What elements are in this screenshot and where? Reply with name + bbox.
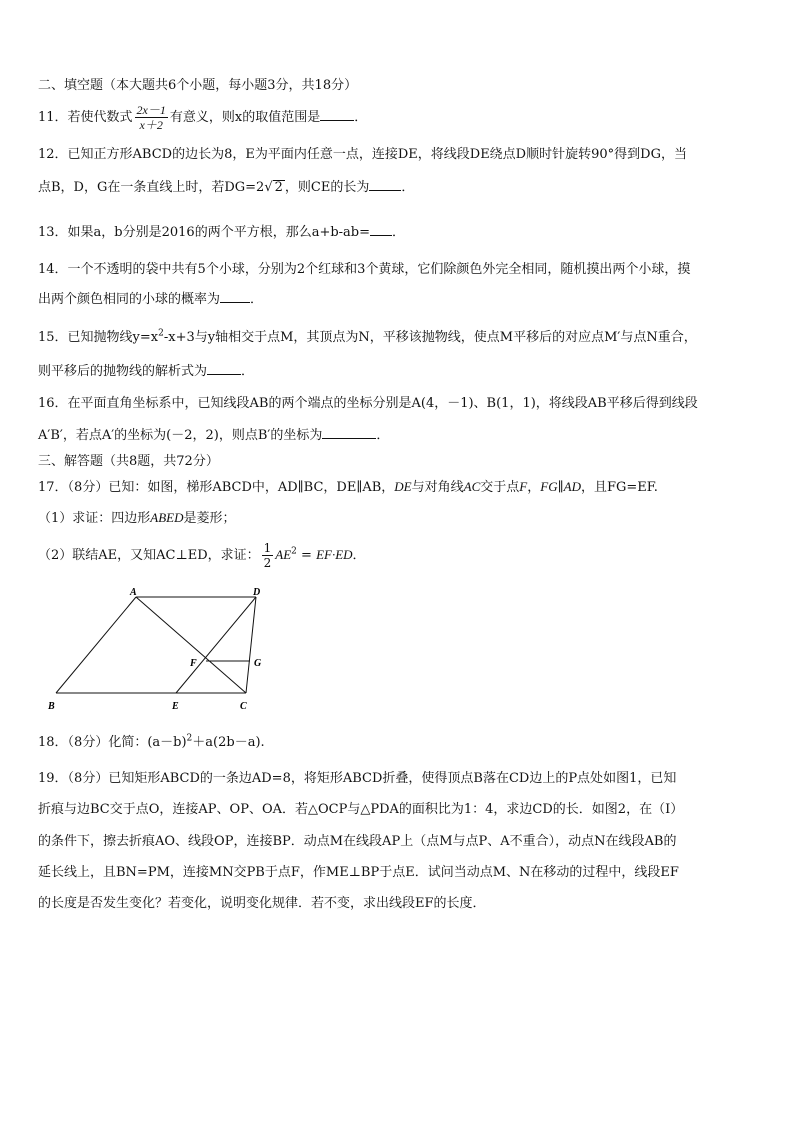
question-12-line2: 点B，D，G在一条直线上时，若DG=2√ 2 ，则CE的长为 ． [38,180,415,195]
segment-ac [136,597,246,693]
question-17-part1: （1）求证：四边形ABED是菱形； [38,510,236,526]
fraction-half: $\frac{1}{2}$ [263,541,272,570]
question-13: 13．如果a，b分别是2016的两个平方根，那么a+b-ab= ． [38,225,406,240]
question-15-line2: 则平移后的抛物线的解析式为 ． [38,364,255,379]
label-f: F [190,658,197,669]
label-a: A [130,587,137,598]
sqrt-radicand: 2 [274,180,283,195]
segment-dc [246,597,256,693]
label-g: G [254,658,262,669]
question-17-stem: 17．（8分）已知：如图，梯形ABCD中，AD∥BC，DE∥AB，DE与对角线AC交于点F，FG∥AD，且FG=EF. [38,479,658,495]
question-19-line4: 延长线上，且BN=PM，连接MN交PB于点F，作ME⊥BP于点E．试问当动点M、N在移动的过程中，线段EF [38,865,679,880]
question-19-line5: 的长度是否发生变化？若变化，说明变化规律．若不变，求出线段EF的长度． [38,896,486,911]
label-b: B [48,701,55,712]
question-14-line1: 14．一个不透明的袋中共有5个小球，分别为2个红球和3个黄球，它们除颜色外完全相同，随机摸出两个小球，摸 [38,262,691,277]
segment-ab [56,597,136,693]
question-15-line1: 15．已知抛物线$y=x^2-x+3$与y轴相交于点M，其顶点为N，平移该抛物线，使点M平移后的对应点M′与点N重合， [38,328,697,345]
question-12-line1: 12．已知正方形ABCD的边长为8，E为平面内任意一点，连接DE，将线段DE绕点D顺时针旋转90°得到DG，当 [38,147,687,162]
trapezoid-figure [40,585,280,715]
question-19-line2: 折痕与边BC交于点O，连接AP、OP、OA．若△OCP与△PDA的面积比为1：4，求边CD的长．如图2，在（Ⅰ） [38,802,684,817]
question-17-part2: （2）联结AE，又知AC⊥ED，求证： $\frac{1}{2}$ $AE^2 = EF\cdot ED$． [38,541,366,570]
section-2-heading: 二、填空题（本大题共6个小题，每小题3分，共18分） [38,78,358,93]
question-14-line2: 出两个颜色相同的小球的概率为 ． [38,292,264,307]
question-19-line3: 的条件下，擦去折痕AO、线段OP，连接BP．动点M在线段AP上（点M与点P、A不重合），动点N在线段AB的 [38,834,677,849]
question-11: 11．若使代数式 $\frac{2x-1}{x+2}$ 有意义，则x的取值范围是 ． [38,103,368,132]
label-c: C [240,701,247,712]
question-18: 18．（8分）化简：$(a-b)^2+a(2b-a)$. [38,733,265,750]
label-d: D [253,587,261,598]
label-e: E [172,701,179,712]
question-19-line1: 19．（8分）已知矩形ABCD的一条边AD=8，将矩形ABCD折叠，使得顶点B落在CD边上的P点处如图1，已知 [38,771,677,786]
question-16-line2: A′B′，若点A′的坐标为(－2，2)，则点B′的坐标为 ． [38,428,390,443]
question-16-line1: 16．在平面直角坐标系中，已知线段AB的两个端点的坐标分别是A(4，－1)、B(1，1)，将线段AB平移后得到线段 [38,396,698,411]
segment-de [176,597,256,693]
fraction: $\frac{2x-1}{x+2}$ [136,103,166,132]
section-3-heading: 三、解答题（共8题，共72分） [38,454,219,469]
